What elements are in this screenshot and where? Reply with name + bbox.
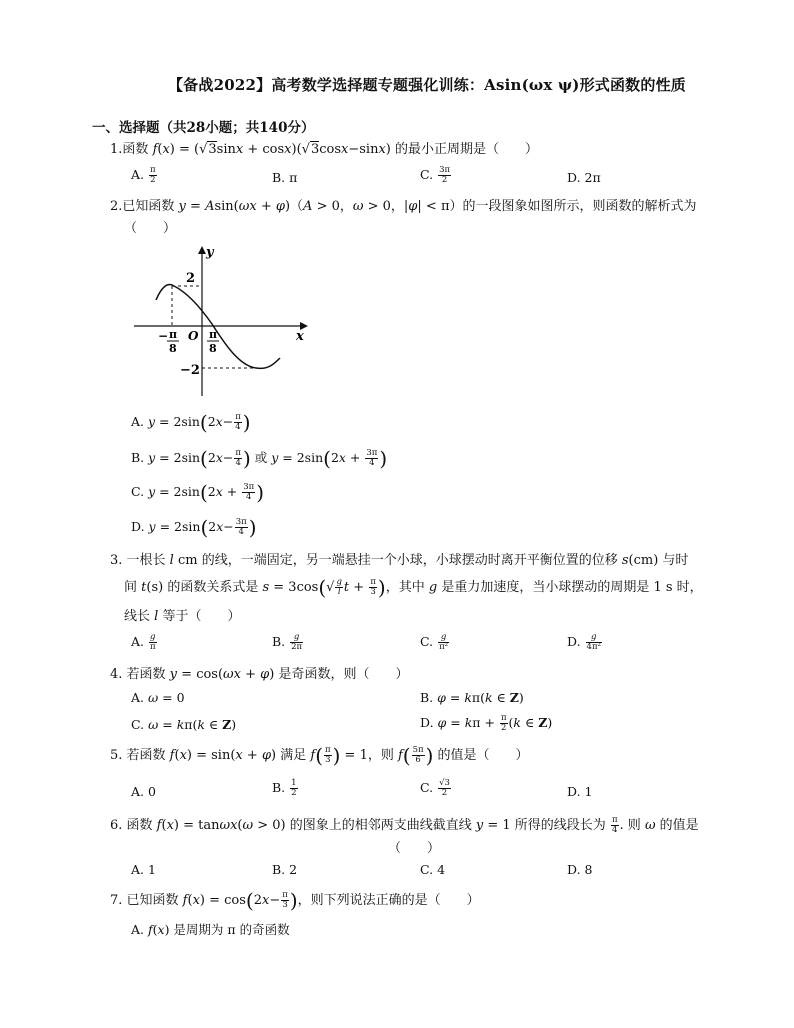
q5-option-b[interactable]: B. $\frac{1}{2}$ [272,778,297,798]
q4-option-c[interactable]: C. ω = kπ(k ∈ Z) [131,717,237,732]
x-tick-neg-pi-8 [158,328,179,355]
page-title: 【备战2022】高考数学选择题专题强化训练：Asin(ωx ψ)形式函数的性质 [167,76,686,94]
q1-option-b[interactable]: B. π [272,170,298,185]
q6-option-d[interactable]: D. 8 [567,862,593,877]
q6-paren: （ ） [388,841,441,856]
q3-option-d[interactable]: D. $\frac{g}{\text{4π²}}$ [567,632,601,652]
svg-text:π: π [169,328,178,341]
q2-option-a[interactable]: A. y = 2sin(2x− $\frac{\pi}{4}$ ) [131,410,251,435]
svg-text:8: 8 [169,342,177,355]
q5-option-c[interactable]: C. $\frac{√3}{2}$ [420,778,450,798]
tick-pos-2: 2 [186,271,196,286]
question-3-line-2: 间 t(s) 的函数关系式是 s = 3cos(√ $\frac{g}{l}$ t + $\frac{\pi}{3}$ )，其中 g 是重力加速度，当小球摆动的周期是 1 s 时， [124,575,703,600]
q2-option-c[interactable]: C. y = 2sin(2x + $\frac{3\pi}{4}$ ) [131,480,265,505]
q3-option-a[interactable]: A. $\frac{g}{\pi}$ [131,632,156,652]
q4-option-b[interactable]: B. φ = kπ(k ∈ Z) [420,690,524,705]
q2-sine-graph [128,240,328,400]
y-axis-label: y [206,245,214,260]
origin-label: O [188,329,199,343]
q2-option-d[interactable]: D. y = 2sin(2x− $\frac{3\pi}{4}$ ) [131,515,257,540]
question-2: 2.已知函数 y = Asin(ωx + φ)（A > 0，ω > 0，|φ| < π）的一段图象如图所示，则函数的解析式为 [110,199,697,214]
q6-option-b[interactable]: B. 2 [272,862,298,877]
tick-neg-2: −2 [180,363,200,378]
q6-option-a[interactable]: A. 1 [131,862,156,877]
question-1: 1.函数 f(x) = (√3sinx + cosx)(√3cosx−sinx) 的最小正周期是（ ） [110,142,539,157]
q4-option-d[interactable]: D. φ = kπ + $\frac{\pi}{2}$ (k ∈ Z) [420,713,553,733]
question-4: 4. 若函数 y = cos(ωx + φ) 是奇函数，则（ ） [110,667,409,682]
q1-option-d[interactable]: D. 2π [567,170,601,185]
q5-option-a[interactable]: A. 0 [131,784,156,799]
x-axis-label: x [296,329,304,344]
q1-option-a[interactable]: A. $\frac{\pi}{2}$ [131,165,156,185]
question-3-line-1: 3. 一根长 l cm 的线，一端固定，另一端悬挂一个小球，小球摆动时离开平衡位置的位移 s(cm) 与时 [110,553,689,568]
question-3-line-3: 线长 l 等于（ ） [124,609,241,624]
q1-formula: f [152,142,158,157]
q2-paren: （ ） [124,221,177,236]
q6-option-c[interactable]: C. 4 [420,862,446,877]
q7-option-a[interactable]: A. f(x) 是周期为 π 的奇函数 [131,922,290,937]
question-5: 5. 若函数 f(x) = sin(x + φ) 满足 f( $\frac{\pi}{3}$ ) = 1，则 f( $\frac{5\pi}{6}$ ) 的值是（ ） [110,743,529,768]
q1-option-c[interactable]: C. $\frac{3\pi}{2}$ [420,165,451,185]
q4-option-a[interactable]: A. ω = 0 [131,690,185,705]
q3-option-b[interactable]: B. $\frac{g}{2\pi}$ [272,632,303,652]
q2-option-b[interactable]: B. y = 2sin(2x− $\frac{\pi}{4}$ ) 或 y = 2sin(2x + $\frac{3\pi}{4}$ ) [131,446,388,471]
q3-option-c[interactable]: C. $\frac{g}{\text{π²}}$ [420,632,449,652]
question-6: 6. 函数 f(x) = tanωx(ω > 0) 的图象上的相邻两支曲线截直线 y = 1 所得的线段长为 $\frac{\pi}{4}$ . 则 ω 的值是 [110,815,699,835]
section-heading: 一、选择题（共28小题；共140分） [92,120,315,136]
svg-text:π: π [209,328,218,341]
svg-text:−: − [158,329,169,343]
q5-option-d[interactable]: D. 1 [567,784,593,799]
svg-text:8: 8 [209,342,217,355]
question-7: 7. 已知函数 f(x) = cos(2x− $\frac{\pi}{3}$ )，则下列说法正确的是（ ） [110,888,480,913]
